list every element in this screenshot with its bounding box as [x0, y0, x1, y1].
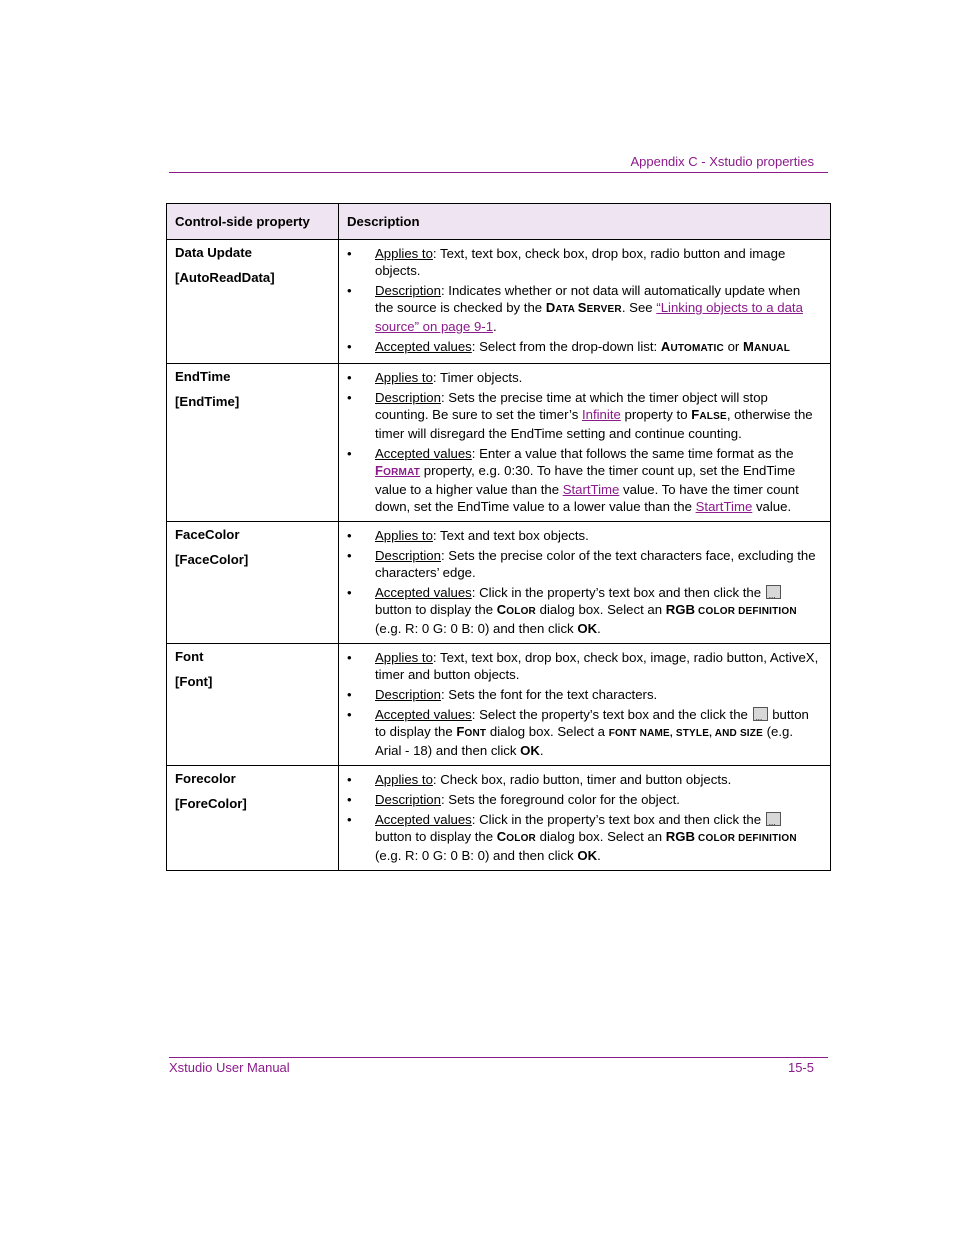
list-item: • Description: Sets the precise time at which the timer object will stop counting. Be sure to set the timer’s Infinite property to FALSE, otherwise the timer will disregard the EndTime setting and continue counting. [347, 389, 820, 442]
small-caps-term: FALSE [691, 407, 727, 422]
small-caps-term: COLOR [496, 829, 536, 844]
property-cell [167, 364, 339, 522]
format-link[interactable]: FORMAT [375, 463, 421, 478]
cross-reference-link[interactable]: “Linking objects to a data source” on page 9-1 [375, 300, 803, 334]
property-cell [167, 522, 339, 644]
property-cell [167, 766, 339, 871]
ellipsis-button-icon [766, 585, 781, 599]
description-cell [339, 522, 831, 644]
list-item: • Applies to: Text, text box, drop box, check box, image, radio button, ActiveX, timer and button objects. [347, 649, 820, 683]
list-item: • Description: Indicates whether or not data will automatically update when the source is checked by the DATA SERVER. See “Linking objects to a data source” on page 9-1. [347, 282, 820, 335]
properties-table [166, 203, 831, 871]
property-name: Data Update [175, 245, 252, 260]
description-cell [339, 364, 831, 522]
property-key: [FaceColor] [175, 552, 249, 567]
property-key: [EndTime] [175, 394, 240, 409]
list-item: • Applies to: Timer objects. [347, 369, 820, 386]
description-cell [339, 644, 831, 766]
list-item: • Accepted values: Select the property’s text box and the click the ... button to display the FONT dialog box. Select a FONT NAME, STYLE, AND SIZE (e.g. Arial - 18) and then click OK. [347, 706, 820, 759]
column-header-description: Description [339, 204, 831, 240]
list-item: • Accepted values: Click in the property’s text box and then click the ... button to display the COLOR dialog box. Select an RGB COLOR DEFINITION (e.g. R: 0 G: 0 B: 0) and then click OK. [347, 584, 820, 637]
table-row [167, 522, 831, 644]
list-item: • Accepted values: Click in the property’s text box and then click the ... button to display the COLOR dialog box. Select an RGB COLOR DEFINITION (e.g. R: 0 G: 0 B: 0) and then click OK. [347, 811, 820, 864]
ellipsis-button-icon [766, 812, 781, 826]
small-caps-term: MANUAL [743, 339, 791, 354]
property-cell [167, 644, 339, 766]
list-item: • Description: Sets the foreground color for the object. [347, 791, 820, 808]
small-caps-term: DATA SERVER [545, 300, 622, 315]
running-header: Appendix C - Xstudio properties [630, 154, 814, 169]
page-number: 15-5 [787, 1060, 814, 1075]
footer-rule [169, 1057, 828, 1058]
footer-manual-title: Xstudio User Manual [169, 1060, 290, 1075]
infinite-link[interactable]: Infinite [581, 407, 621, 422]
small-caps-term: AUTOMATIC [660, 339, 724, 354]
property-name: EndTime [175, 369, 231, 384]
property-key: [Font] [175, 674, 213, 689]
list-item: • Applies to: Text, text box, check box, drop box, radio button and image objects. [347, 245, 820, 279]
table-row [167, 364, 831, 522]
property-name: Font [175, 649, 204, 664]
list-item: • Applies to: Text and text box objects. [347, 527, 820, 544]
description-cell [339, 766, 831, 871]
list-item: • Applies to: Check box, radio button, timer and button objects. [347, 771, 820, 788]
table-row [167, 766, 831, 871]
list-item: • Accepted values: Select from the drop-down list: AUTOMATIC or MANUAL [347, 338, 820, 357]
table-header-row [167, 204, 831, 240]
list-item: • Accepted values: Enter a value that follows the same time format as the FORMAT property, e.g. 0:30. To have the timer count up, set the EndTime value to a higher value than the StartTime value. To have the timer count down, set the EndTime value to a lower value than the StartTime value. [347, 445, 820, 515]
ellipsis-button-icon [753, 707, 768, 721]
table-row [167, 644, 831, 766]
property-name: Forecolor [175, 771, 236, 786]
list-item: • Description: Sets the precise color of the text characters face, excluding the characters’ edge. [347, 547, 820, 581]
property-key: [AutoReadData] [175, 270, 275, 285]
property-name: FaceColor [175, 527, 240, 542]
starttime-link[interactable]: StartTime [695, 499, 753, 514]
small-caps-term: COLOR [496, 602, 536, 617]
header-rule [169, 172, 828, 173]
list-item: • Description: Sets the font for the text characters. [347, 686, 820, 703]
table-row [167, 240, 831, 364]
starttime-link[interactable]: StartTime [562, 482, 620, 497]
column-header-property: Control-side property [167, 204, 339, 240]
property-key: [ForeColor] [175, 796, 247, 811]
small-caps-term: FONT [456, 724, 487, 739]
description-cell [339, 240, 831, 364]
property-cell [167, 240, 339, 364]
